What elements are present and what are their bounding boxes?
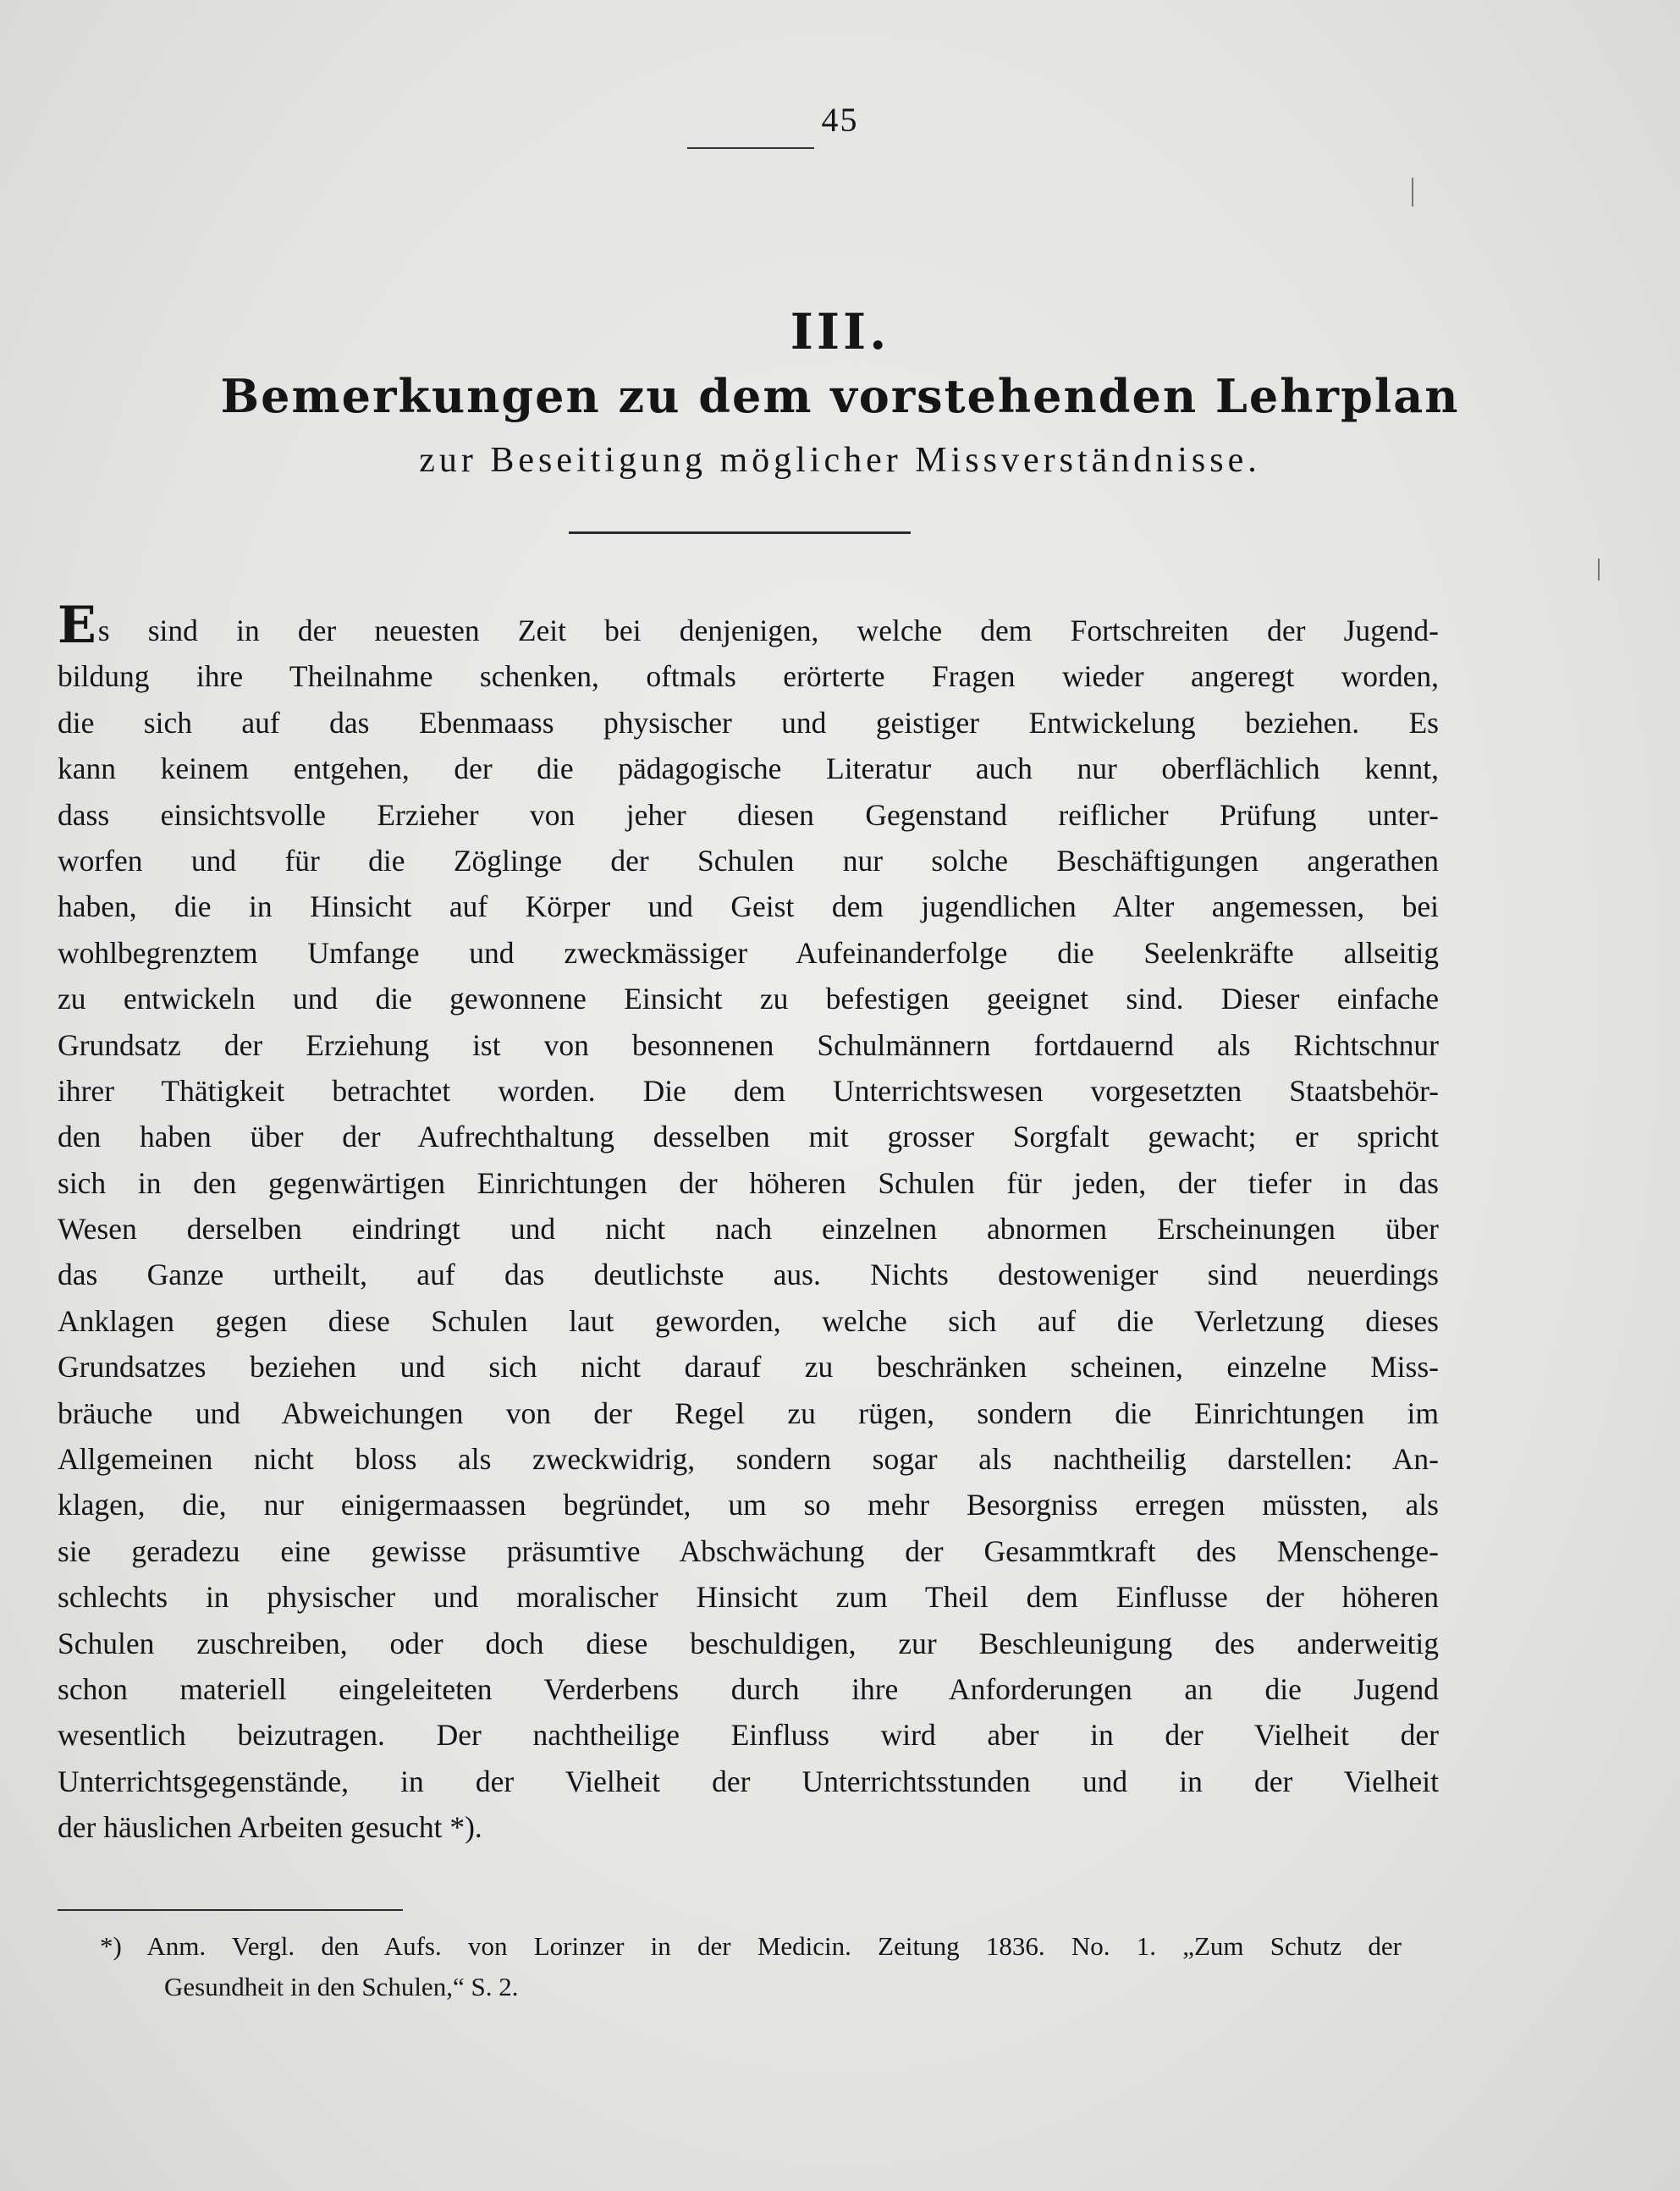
body-line: Anklagen gegen diese Schulen laut geworden, welche sich auf die Verletzung dieses: [58, 1303, 1439, 1338]
body-line: Allgemeinen nicht bloss als zweckwidrig, sondern sogar als nachtheilig darstellen: An-: [58, 1442, 1439, 1477]
page-number-rule: [687, 147, 814, 149]
body-line: den haben über der Aufrechthaltung desselben mit grosser Sorgfalt gewacht; er spricht: [58, 1120, 1439, 1154]
body-line: wesentlich beizutragen. Der nachtheilige Einfluss wird aber in der Vielheit der: [58, 1718, 1439, 1753]
footnote: [100, 1926, 1402, 2007]
body-line: schon materiell eingeleiteten Verderbens durch ihre Anforderungen an die Jugend: [58, 1671, 1439, 1706]
body-line: Grundsatz der Erziehung ist von besonnenen Schulmännern fortdauernd als Richtschnur: [58, 1027, 1439, 1062]
footnote-line: Gesundheit in den Schulen,“ S. 2.: [164, 1972, 519, 2001]
body-line: ihrer Thätigkeit betrachtet worden. Die dem Unterrichtswesen vorgesetzten Staatsbehör-: [58, 1073, 1439, 1108]
body-line-text: s sind in der neuesten Zeit bei denjenigen, welche dem Fortschreiten der Jugend-: [97, 614, 1439, 647]
chapter-title: Bemerkungen zu dem vorstehenden Lehrplan: [220, 369, 1460, 423]
body-line: der häuslichen Arbeiten gesucht *).: [58, 1810, 482, 1845]
body-line: klagen, die, nur einigermaassen begründet, um so mehr Besorgniss erregen müssten, als: [58, 1488, 1439, 1522]
chapter-subtitle: zur Beseitigung möglicher Missverständnisse.: [419, 441, 1261, 480]
body-line: bräuche und Abweichungen von der Regel zu rügen, sondern die Einrichtungen im: [58, 1396, 1439, 1430]
margin-mark: [1598, 559, 1600, 581]
body-line: dass einsichtsvolle Erzieher von jeher diesen Gegenstand reiflicher Prüfung unter-: [58, 797, 1439, 832]
body-line: zu entwickeln und die gewonnene Einsicht zu befestigen geeignet sind. Dieser einfache: [58, 982, 1439, 1016]
body-line: Schulen zuschreiben, oder doch diese beschuldigen, zur Beschleunigung des anderweitig: [58, 1626, 1439, 1660]
chapter-numeral: III.: [790, 303, 890, 361]
page-number: 45: [821, 101, 859, 139]
body-line: kann keinem entgehen, der die pädagogische Literatur auch nur oberflächlich kennt,: [58, 751, 1439, 786]
body-line: sich in den gegenwärtigen Einrichtungen der höheren Schulen für jeden, der tiefer in das: [58, 1165, 1439, 1200]
body-line: das Ganze urtheilt, auf das deutlichste aus. Nichts destoweniger sind neuerdings: [58, 1258, 1439, 1292]
drop-cap: E: [58, 596, 96, 655]
body-line: wohlbegrenztem Umfange und zweckmässiger Aufeinanderfolge die Seelenkräfte allseitig: [58, 935, 1439, 970]
body-line: sie geradezu eine gewisse präsumtive Abschwächung der Gesammtkraft des Menschenge-: [58, 1533, 1439, 1568]
body-line: Wesen derselben eindringt und nicht nach einzelnen abnormen Erscheinungen über: [58, 1212, 1439, 1247]
body-line: [58, 596, 1439, 655]
title-rule: [569, 531, 911, 534]
footnote-rule: [58, 1909, 403, 1911]
body-line: schlechts in physischer und moralischer Hinsicht zum Theil dem Einflusse der höheren: [58, 1580, 1439, 1615]
body-line: bildung ihre Theilnahme schenken, oftmals erörterte Fragen wieder angeregt worden,: [58, 659, 1439, 694]
body-line: haben, die in Hinsicht auf Körper und Geist dem jugendlichen Alter angemessen, bei: [58, 889, 1439, 924]
body-line: Unterrichtsgegenstände, in der Vielheit der Unterrichtsstunden und in der Vielheit: [58, 1764, 1439, 1798]
body-line: worfen und für die Zöglinge der Schulen nur solche Beschäftigungen angerathen: [58, 843, 1439, 878]
body-paragraph: [58, 596, 1439, 1851]
body-line: die sich auf das Ebenmaass physischer und geistiger Entwickelung beziehen. Es: [58, 705, 1439, 740]
margin-mark: [1412, 178, 1413, 206]
footnote-line: *) Anm. Vergl. den Aufs. von Lorinzer in der Medicin. Zeitung 1836. No. 1. „Zum Schutz der: [100, 1931, 1402, 1961]
body-line: Grundsatzes beziehen und sich nicht darauf zu beschränken scheinen, einzelne Miss-: [58, 1350, 1439, 1385]
